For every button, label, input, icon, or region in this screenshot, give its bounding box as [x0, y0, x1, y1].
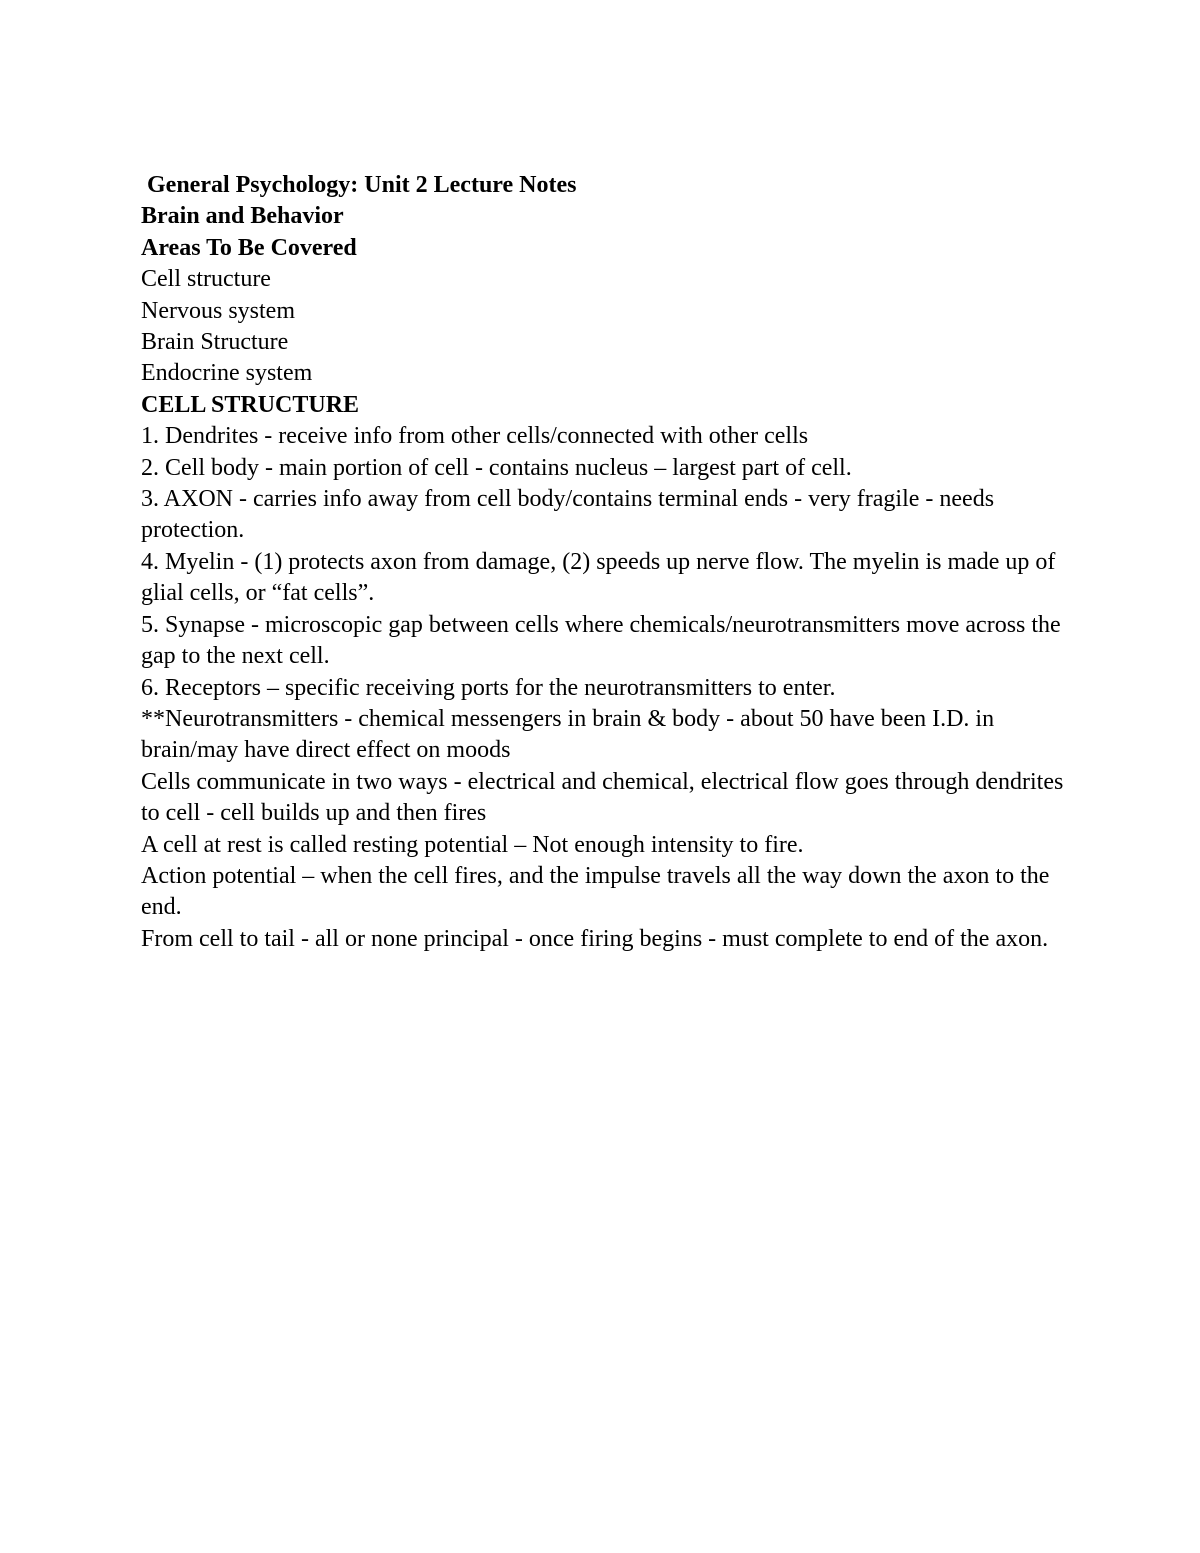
note-item: From cell to tail - all or none principal - once firing begins - must complete to end of the axon. — [141, 925, 1049, 952]
note-item: 1. Dendrites - receive info from other cells/connected with other cells — [141, 423, 809, 450]
note-item: Cells communicate in two ways - electrical and chemical, electrical flow goes through dendrites to cell - cell builds up and then fires — [141, 768, 1064, 827]
area-item: Cell structure — [141, 266, 271, 293]
area-item: Endocrine system — [141, 360, 313, 387]
note-item: 5. Synapse - microscopic gap between cells where chemicals/neurotransmitters move across the gap to the next cell. — [141, 611, 1061, 670]
note-item: 6. Receptors – specific receiving ports for the neurotransmitters to enter. — [141, 674, 836, 701]
note-item: **Neurotransmitters - chemical messengers in brain & body - about 50 have been I.D. in brain/may have direct effect on moods — [141, 705, 995, 764]
area-item: Nervous system — [141, 297, 295, 324]
note-item: 4. Myelin - (1) protects axon from damage, (2) speeds up nerve flow. The myelin is made up of glial cells, or “fat cells”. — [141, 548, 1056, 607]
note-item: 2. Cell body - main portion of cell - contains nucleus – largest part of cell. — [141, 454, 852, 481]
section-heading: CELL STRUCTURE — [141, 391, 360, 418]
area-item: Brain Structure — [141, 329, 289, 356]
document-title: General Psychology: Unit 2 Lecture Notes — [147, 172, 577, 198]
note-item: Action potential – when the cell fires, and the impulse travels all the way down the axon to the end. — [141, 862, 1050, 921]
areas-heading: Areas To Be Covered — [141, 234, 357, 261]
note-item: 3. AXON - carries info away from cell body/contains terminal ends - very fragile - needs protection. — [141, 486, 995, 544]
document-subtitle: Brain and Behavior — [141, 203, 344, 230]
note-item: A cell at rest is called resting potential – Not enough intensity to fire. — [141, 831, 804, 858]
document-body — [141, 170, 1066, 955]
